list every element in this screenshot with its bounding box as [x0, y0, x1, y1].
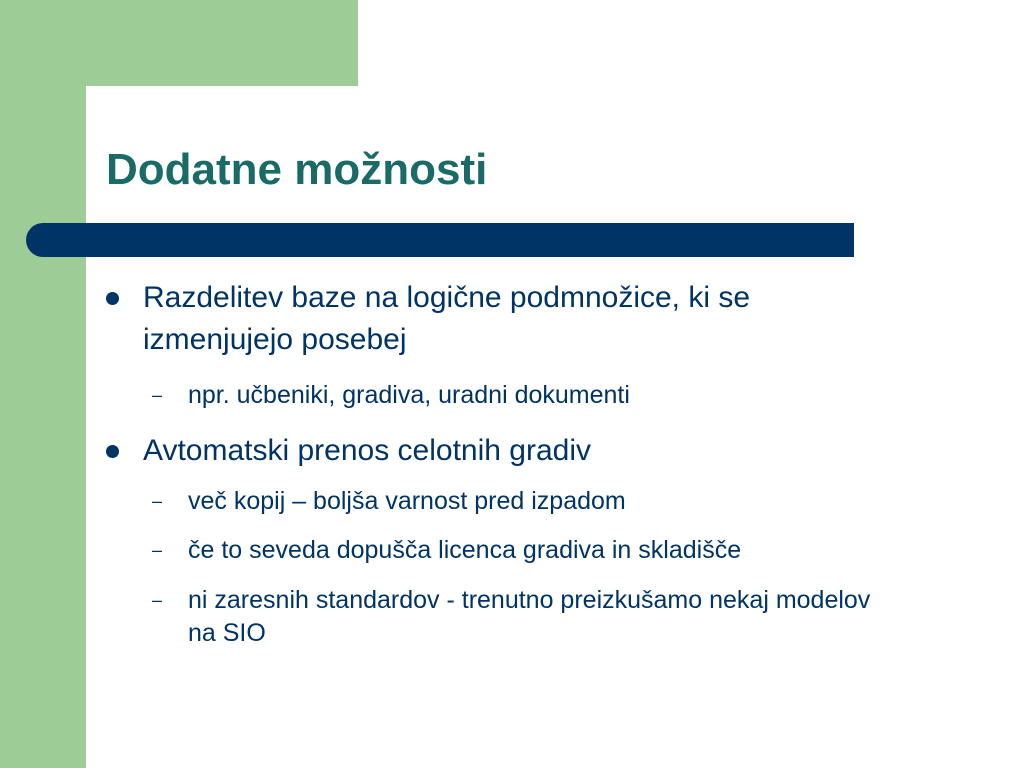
sub-bullet-dash: – — [152, 385, 163, 405]
sub-bullet-text: ni zaresnih standardov - trenutno preizkušamo nekaj modelov na SIO — [188, 586, 871, 647]
bullet-dot-icon — [106, 292, 119, 305]
sub-bullet-dash: – — [152, 491, 163, 511]
bullet-text: Razdelitev baze na logične podmnožice, ki se izmenjujejo posebej — [143, 281, 751, 356]
sub-bullet-text: več kopij – boljša varnost pred izpadom — [188, 487, 626, 515]
sub-bullet-dash: – — [152, 590, 163, 610]
sub-bullet-text: če to seveda dopušča licenca gradiva in skladišče — [188, 536, 742, 564]
bullet-dot-icon — [106, 445, 119, 458]
sub-bullet-text: npr. učbeniki, gradiva, uradni dokumenti — [188, 381, 630, 409]
bullet-text: Avtomatski prenos celotnih gradiv — [143, 434, 592, 467]
slide-title: Dodatne možnosti — [106, 145, 488, 194]
sub-bullet-dash: – — [152, 540, 163, 560]
